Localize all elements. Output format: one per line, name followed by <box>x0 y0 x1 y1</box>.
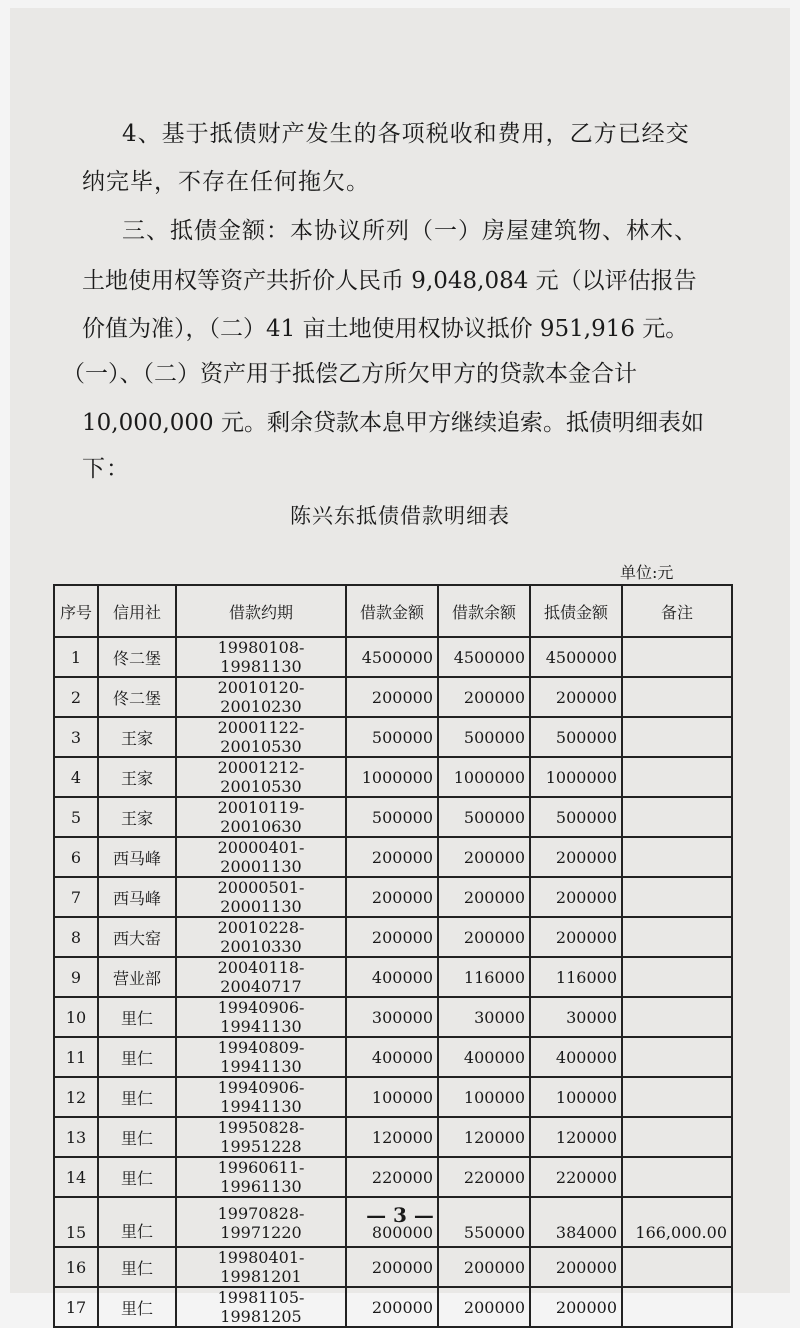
cell-credit-union: 里仁 <box>98 1117 176 1157</box>
cell-loan-period: 19960611-19961130 <box>176 1157 346 1197</box>
cell-credit-union: 西马峰 <box>98 877 176 917</box>
table-row <box>54 837 732 877</box>
paragraph-line: 土地使用权等资产共折价人民币 9,048,084 元（以评估报告 <box>82 268 697 294</box>
table-row <box>54 957 732 997</box>
cell-loan-period: 19980108-19981130 <box>176 637 346 677</box>
cell-offset-amount: 120000 <box>530 1117 622 1157</box>
cell-loan-amount: 200000 <box>346 1247 438 1287</box>
cell-credit-union: 里仁 <box>98 997 176 1037</box>
table-row <box>54 917 732 957</box>
cell-loan-amount: 800000 <box>346 1197 438 1247</box>
cell-offset-amount: 200000 <box>530 917 622 957</box>
cell-credit-union: 西马峰 <box>98 837 176 877</box>
col-header-loan-period: 借款约期 <box>176 585 346 637</box>
paragraph-line: 4、基于抵债财产发生的各项税收和费用，乙方已经交 <box>122 121 690 147</box>
cell-offset-amount: 500000 <box>530 717 622 757</box>
cell-credit-union: 里仁 <box>98 1247 176 1287</box>
cell-loan-balance: 220000 <box>438 1157 530 1197</box>
cell-loan-balance: 116000 <box>438 957 530 997</box>
cell-loan-amount: 500000 <box>346 797 438 837</box>
cell-remarks <box>622 1287 732 1327</box>
cell-index: 13 <box>54 1117 98 1157</box>
paragraph-line: 10,000,000 元。剩余贷款本息甲方继续追索。抵债明细表如 <box>82 410 704 436</box>
table-row <box>54 717 732 757</box>
cell-remarks <box>622 757 732 797</box>
cell-credit-union: 王家 <box>98 717 176 757</box>
cell-offset-amount: 200000 <box>530 1247 622 1287</box>
cell-loan-period: 19980401-19981201 <box>176 1247 346 1287</box>
cell-loan-balance: 200000 <box>438 917 530 957</box>
cell-loan-period: 20000501-20001130 <box>176 877 346 917</box>
cell-loan-period: 20001122-20010530 <box>176 717 346 757</box>
cell-index: 4 <box>54 757 98 797</box>
cell-index: 10 <box>54 997 98 1037</box>
col-header-loan-balance: 借款余额 <box>438 585 530 637</box>
cell-remarks <box>622 1117 732 1157</box>
col-header-remarks: 备注 <box>622 585 732 637</box>
cell-index: 6 <box>54 837 98 877</box>
cell-loan-amount: 300000 <box>346 997 438 1037</box>
cell-index: 11 <box>54 1037 98 1077</box>
cell-offset-amount: 220000 <box>530 1157 622 1197</box>
cell-loan-amount: 200000 <box>346 917 438 957</box>
cell-credit-union: 西大窑 <box>98 917 176 957</box>
cell-loan-period: 20010228-20010330 <box>176 917 346 957</box>
cell-loan-amount: 200000 <box>346 1287 438 1327</box>
col-header-index: 序号 <box>54 585 98 637</box>
cell-remarks <box>622 877 732 917</box>
cell-loan-balance: 200000 <box>438 677 530 717</box>
cell-loan-period: 20000401-20001130 <box>176 837 346 877</box>
cell-loan-period: 19981105-19981205 <box>176 1287 346 1327</box>
cell-loan-period: 19940906-19941130 <box>176 997 346 1037</box>
cell-loan-period: 20010119-20010630 <box>176 797 346 837</box>
table-row <box>54 1037 732 1077</box>
cell-offset-amount: 200000 <box>530 677 622 717</box>
cell-index: 8 <box>54 917 98 957</box>
cell-loan-amount: 400000 <box>346 957 438 997</box>
cell-credit-union: 里仁 <box>98 1287 176 1327</box>
cell-remarks <box>622 1157 732 1197</box>
cell-loan-balance: 400000 <box>438 1037 530 1077</box>
cell-index: 15 <box>54 1197 98 1247</box>
table-row <box>54 637 732 677</box>
cell-loan-balance: 550000 <box>438 1197 530 1247</box>
cell-credit-union: 王家 <box>98 797 176 837</box>
col-header-loan-amount: 借款金额 <box>346 585 438 637</box>
cell-loan-amount: 100000 <box>346 1077 438 1117</box>
table-row <box>54 1247 732 1287</box>
table-title: 陈兴东抵债借款明细表 <box>290 504 510 528</box>
paragraph-line: 三、抵债金额：本协议所列（一）房屋建筑物、林木、 <box>122 218 698 244</box>
table-unit: 单位:元 <box>620 563 674 582</box>
cell-loan-period: 20040118-20040717 <box>176 957 346 997</box>
cell-index: 5 <box>54 797 98 837</box>
cell-index: 14 <box>54 1157 98 1197</box>
cell-offset-amount: 30000 <box>530 997 622 1037</box>
cell-loan-amount: 120000 <box>346 1117 438 1157</box>
cell-loan-balance: 200000 <box>438 1247 530 1287</box>
cell-loan-amount: 1000000 <box>346 757 438 797</box>
cell-loan-period: 19940906-19941130 <box>176 1077 346 1117</box>
table-row <box>54 997 732 1037</box>
cell-remarks <box>622 917 732 957</box>
cell-remarks <box>622 677 732 717</box>
cell-index: 2 <box>54 677 98 717</box>
cell-index: 1 <box>54 637 98 677</box>
cell-offset-amount: 1000000 <box>530 757 622 797</box>
cell-offset-amount: 4500000 <box>530 637 622 677</box>
col-header-credit-union: 信用社 <box>98 585 176 637</box>
cell-remarks <box>622 1077 732 1117</box>
cell-loan-amount: 500000 <box>346 717 438 757</box>
cell-loan-balance: 200000 <box>438 837 530 877</box>
cell-remarks <box>622 717 732 757</box>
cell-loan-period: 20001212-20010530 <box>176 757 346 797</box>
cell-loan-amount: 200000 <box>346 877 438 917</box>
cell-offset-amount: 400000 <box>530 1037 622 1077</box>
table-row <box>54 1117 732 1157</box>
cell-credit-union: 佟二堡 <box>98 677 176 717</box>
cell-remarks <box>622 797 732 837</box>
cell-loan-amount: 400000 <box>346 1037 438 1077</box>
table-row <box>54 1287 732 1327</box>
cell-loan-period: 19970828-19971220 <box>176 1197 346 1247</box>
cell-remarks <box>622 997 732 1037</box>
page-number: — 3 — <box>366 1203 434 1227</box>
cell-credit-union: 里仁 <box>98 1077 176 1117</box>
paragraph-line: 纳完毕，不存在任何拖欠。 <box>82 169 370 195</box>
cell-loan-amount: 200000 <box>346 677 438 717</box>
cell-loan-period: 19950828-19951228 <box>176 1117 346 1157</box>
paragraph-line: 下： <box>82 456 130 482</box>
cell-offset-amount: 200000 <box>530 1287 622 1327</box>
cell-credit-union: 佟二堡 <box>98 637 176 677</box>
cell-index: 9 <box>54 957 98 997</box>
cell-offset-amount: 200000 <box>530 877 622 917</box>
cell-offset-amount: 116000 <box>530 957 622 997</box>
cell-loan-balance: 4500000 <box>438 637 530 677</box>
cell-loan-balance: 1000000 <box>438 757 530 797</box>
col-header-offset-amount: 抵债金额 <box>530 585 622 637</box>
cell-index: 16 <box>54 1247 98 1287</box>
table-row <box>54 757 732 797</box>
cell-remarks <box>622 1247 732 1287</box>
cell-credit-union: 王家 <box>98 757 176 797</box>
cell-credit-union: 里仁 <box>98 1037 176 1077</box>
table-row <box>54 677 732 717</box>
cell-remarks <box>622 637 732 677</box>
cell-index: 12 <box>54 1077 98 1117</box>
cell-loan-amount: 220000 <box>346 1157 438 1197</box>
cell-credit-union: 营业部 <box>98 957 176 997</box>
cell-loan-balance: 500000 <box>438 717 530 757</box>
table-row <box>54 877 732 917</box>
table-row <box>54 1157 732 1197</box>
cell-remarks <box>622 837 732 877</box>
cell-loan-balance: 30000 <box>438 997 530 1037</box>
paragraph-line: （一）、（二）资产用于抵偿乙方所欠甲方的贷款本金合计 <box>62 361 637 387</box>
cell-offset-amount: 384000 <box>530 1197 622 1247</box>
cell-offset-amount: 100000 <box>530 1077 622 1117</box>
cell-index: 3 <box>54 717 98 757</box>
cell-loan-balance: 500000 <box>438 797 530 837</box>
table-row <box>54 1077 732 1117</box>
cell-offset-amount: 500000 <box>530 797 622 837</box>
cell-remarks <box>622 957 732 997</box>
cell-loan-period: 20010120-20010230 <box>176 677 346 717</box>
cell-loan-balance: 100000 <box>438 1077 530 1117</box>
cell-index: 7 <box>54 877 98 917</box>
cell-credit-union: 里仁 <box>98 1197 176 1247</box>
paragraph-line: 价值为准），（二）41 亩土地使用权协议抵价 951,916 元。 <box>82 316 689 342</box>
table-row <box>54 797 732 837</box>
cell-loan-balance: 200000 <box>438 1287 530 1327</box>
cell-loan-balance: 120000 <box>438 1117 530 1157</box>
cell-loan-balance: 200000 <box>438 877 530 917</box>
cell-offset-amount: 200000 <box>530 837 622 877</box>
table-header-row <box>54 585 732 637</box>
cell-loan-period: 19940809-19941130 <box>176 1037 346 1077</box>
cell-credit-union: 里仁 <box>98 1157 176 1197</box>
cell-loan-amount: 200000 <box>346 837 438 877</box>
cell-remarks <box>622 1037 732 1077</box>
cell-remarks: 166,000.00 <box>622 1197 732 1247</box>
cell-index: 17 <box>54 1287 98 1327</box>
cell-loan-amount: 4500000 <box>346 637 438 677</box>
